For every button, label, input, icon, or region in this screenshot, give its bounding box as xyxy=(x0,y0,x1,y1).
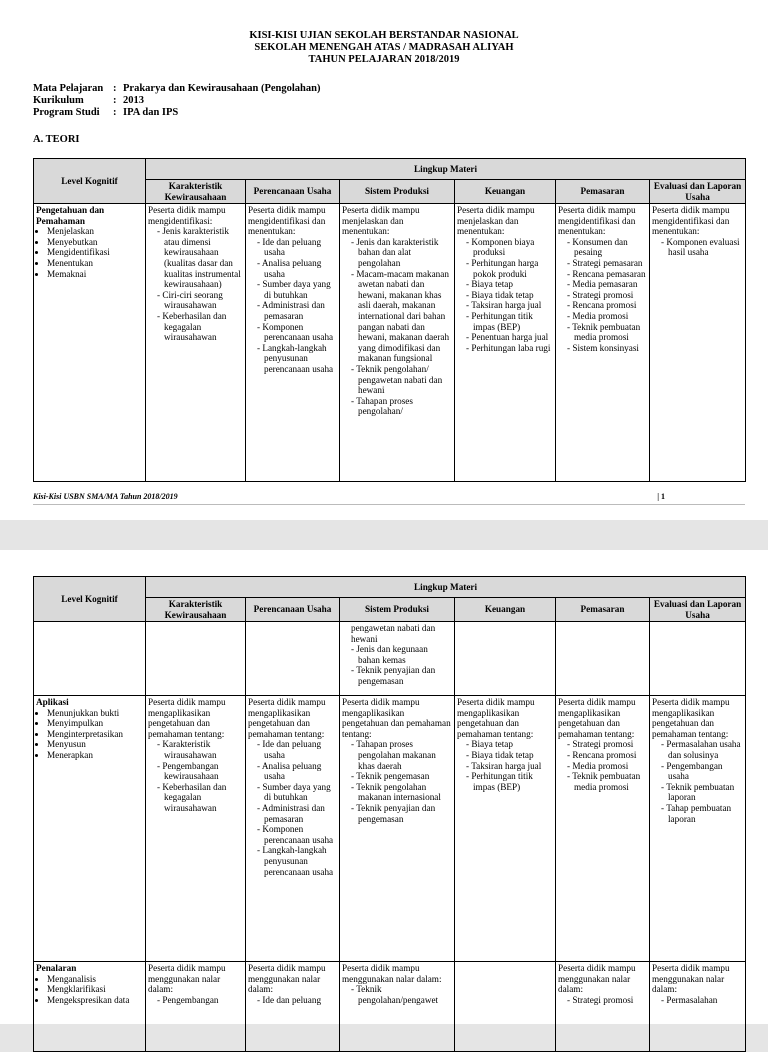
list-item: - Konsumen dan pesaing xyxy=(567,237,647,258)
cell-intro: Peserta didik mampu mengidentifikasi dan menentukan: xyxy=(558,205,636,237)
list-item: - Tahap pembuatan laporan xyxy=(661,803,743,824)
materi-cell xyxy=(455,696,556,962)
cell-intro: Peserta didik mampu menggunakan nalar dalam: xyxy=(248,963,326,995)
level-list xyxy=(36,226,143,279)
level-header: Level Kognitif xyxy=(34,159,146,204)
list-item: - Pengembangan xyxy=(157,995,243,1006)
materi-cell xyxy=(455,204,556,482)
cell-intro: Peserta didik mampu menggunakan nalar dalam: xyxy=(342,963,442,984)
list-item: • Mengklarifikasi xyxy=(47,984,143,995)
page-number: | 1 xyxy=(657,492,665,501)
column-header: Karakteristik Kewirausahaan xyxy=(146,180,246,204)
level-title: Penalaran xyxy=(36,963,77,973)
list-item: • Memaknai xyxy=(47,269,143,280)
list-item: • Menyebutkan xyxy=(47,237,143,248)
cell-list xyxy=(148,995,243,1006)
meta-info xyxy=(33,83,320,119)
group-header: Lingkup Materi xyxy=(146,577,746,598)
cell-list xyxy=(248,995,337,1006)
column-header: Keuangan xyxy=(455,598,556,622)
materi-cell xyxy=(246,962,340,1052)
materi-cell xyxy=(650,204,746,482)
list-item: • Menyusun xyxy=(47,739,143,750)
meta-row xyxy=(33,95,320,107)
cell-list xyxy=(342,984,452,1005)
list-item: - Karakteristik wirausahawan xyxy=(157,739,243,760)
cell-list xyxy=(457,237,553,354)
list-item: - Keberhasilan dan kegagalan wirausahawan xyxy=(157,311,243,343)
list-item: - Biaya tidak tetap xyxy=(466,290,553,301)
column-header: Evaluasi dan Laporan Usaha xyxy=(650,180,746,204)
list-item: - Komponen evaluasi hasil usaha xyxy=(661,237,743,258)
meta-row xyxy=(33,83,320,95)
list-item: - Teknik pembuatan laporan xyxy=(661,782,743,803)
list-item: - Komponen perencanaan usaha xyxy=(257,824,337,845)
list-item: - Teknik pembuatan media promosi xyxy=(567,771,647,792)
list-item: - Strategi promosi xyxy=(567,290,647,301)
list-item: - Perhitungan laba rugi xyxy=(466,343,553,354)
cell-intro: Peserta didik mampu mengaplikasikan pengetahuan dan pemahaman tentang: xyxy=(248,697,326,739)
group-header: Lingkup Materi xyxy=(146,159,746,180)
list-item: - Rencana promosi xyxy=(567,750,647,761)
cell-intro: Peserta didik mampu mengidentifikasi dan menentukan: xyxy=(248,205,326,237)
materi-cell xyxy=(556,696,650,962)
table-row xyxy=(34,622,746,696)
cell-list xyxy=(558,237,647,354)
cell-intro: Peserta didik mampu menjelaskan dan menentukan: xyxy=(342,205,420,237)
column-header: Perencanaan Usaha xyxy=(246,180,340,204)
list-item: - Perhitungan titik impas (BEP) xyxy=(466,771,553,792)
materi-cell xyxy=(340,962,455,1052)
materi-cell xyxy=(340,696,455,962)
list-item: - Komponen perencanaan usaha xyxy=(257,322,337,343)
cell-list xyxy=(148,739,243,813)
list-item: • Mengidentifikasi xyxy=(47,247,143,258)
column-header: Evaluasi dan Laporan Usaha xyxy=(650,598,746,622)
list-item: - Perhitungan titik impas (BEP) xyxy=(466,311,553,332)
list-item: - Sumber daya yang di butuhkan xyxy=(257,279,337,300)
level-header: Level Kognitif xyxy=(34,577,146,622)
cell-intro: Peserta didik mampu mengaplikasikan pengetahuan dan pemahaman tentang: xyxy=(457,697,535,739)
materi-cell xyxy=(650,696,746,962)
level-cell xyxy=(34,696,146,962)
list-item: - Strategi promosi xyxy=(567,739,647,750)
list-item: • Menginterpretasikan xyxy=(47,729,143,740)
cell-list xyxy=(652,237,743,258)
cell-intro: Peserta didik mampu mengaplikasikan pengetahuan dan pemahaman tentang: xyxy=(558,697,636,739)
continued-line xyxy=(342,623,452,644)
materi-cell xyxy=(455,622,556,696)
list-item: - Langkah-langkah penyusunan perencanaan usaha xyxy=(257,845,337,877)
page-footer xyxy=(33,492,745,505)
section-title: A. TEORI xyxy=(33,134,80,145)
table-row xyxy=(34,962,746,1052)
list-item: - Teknik pengolahan/ pengawetan nabati dan hewani xyxy=(351,364,452,396)
list-item: - Tahapan proses pengolahan makanan khas daerah xyxy=(351,739,452,771)
level-list xyxy=(36,974,143,1006)
list-item: • Menunjukkan bukti xyxy=(47,708,143,719)
column-header: Pemasaran xyxy=(556,180,650,204)
list-item: • Mengekspresikan data xyxy=(47,995,143,1006)
meta-value: 2013 xyxy=(123,95,144,106)
materi-cell xyxy=(650,622,746,696)
meta-colon: : xyxy=(113,83,117,94)
materi-cell xyxy=(146,622,246,696)
cell-intro: Peserta didik mampu mengaplikasikan pengetahuan dan pemahaman tentang: xyxy=(148,697,226,739)
list-item: - Jenis dan karakteristik bahan dan alat pengolahan xyxy=(351,237,452,269)
column-header: Keuangan xyxy=(455,180,556,204)
list-item: - Pengembangan usaha xyxy=(661,761,743,782)
list-item: • Menerapkan xyxy=(47,750,143,761)
list-item: - Biaya tidak tetap xyxy=(466,750,553,761)
list-item: - Ciri-ciri seorang wirausahawan xyxy=(157,290,243,311)
column-header: Karakteristik Kewirausahaan xyxy=(146,598,246,622)
list-item: - Administrasi dan pemasaran xyxy=(257,300,337,321)
list-item: - Teknik penyajian dan pengemasan xyxy=(351,803,452,824)
cell-intro: Peserta didik mampu mengaplikasikan pengetahuan dan pemahaman tentang: xyxy=(652,697,730,739)
cell-intro: Peserta didik mampu mengaplikasikan pengetahuan dan pemahaman tentang: xyxy=(342,697,451,739)
list-item: - Jenis dan kegunaan bahan kemas xyxy=(351,644,452,665)
list-item: - Sumber daya yang di butuhkan xyxy=(257,782,337,803)
list-item: - Strategi promosi xyxy=(567,995,647,1006)
meta-key: Program Studi xyxy=(33,107,100,118)
meta-row xyxy=(33,107,320,119)
list-item: - Analisa peluang usaha xyxy=(257,258,337,279)
column-header: Sistem Produksi xyxy=(340,180,455,204)
cell-intro: Peserta didik mampu mengidentifikasi dan menentukan: xyxy=(652,205,730,237)
table-row xyxy=(34,696,746,962)
level-list xyxy=(36,708,143,761)
cell-list xyxy=(457,739,553,792)
list-item: - Rencana pemasaran xyxy=(567,269,647,280)
column-header: Pemasaran xyxy=(556,598,650,622)
list-item: - Teknik pengolahan makanan internasional xyxy=(351,782,452,803)
level-cell xyxy=(34,962,146,1052)
list-item: - Keberhasilan dan kegagalan wirausahawan xyxy=(157,782,243,814)
document-page-1 xyxy=(0,0,768,520)
list-item: - Media promosi xyxy=(567,761,647,772)
level-cell xyxy=(34,204,146,482)
cell-list xyxy=(652,995,743,1006)
cell-intro: Peserta didik mampu menggunakan nalar dalam: xyxy=(558,963,636,995)
header-line-3: TAHUN PELAJARAN 2018/2019 xyxy=(308,54,460,65)
materi-cell xyxy=(556,622,650,696)
list-item: - Pengembangan kewirausahaan xyxy=(157,761,243,782)
materi-cell xyxy=(340,204,455,482)
cell-list xyxy=(558,739,647,792)
materi-cell xyxy=(146,204,246,482)
cell-intro: Peserta didik mampu menggunakan nalar dalam: xyxy=(148,963,226,995)
materi-cell xyxy=(556,962,650,1052)
kisi-table-page-1 xyxy=(33,158,746,482)
list-item: - Langkah-langkah penyusunan perencanaan usaha xyxy=(257,343,337,375)
header-line-1: KISI-KISI UJIAN SEKOLAH BERSTANDAR NASIONAL xyxy=(249,30,519,41)
list-item: - Analisa peluang usaha xyxy=(257,761,337,782)
cell-list xyxy=(342,237,452,417)
cell-list xyxy=(148,226,243,343)
list-item: - Media promosi xyxy=(567,311,647,322)
list-item: - Ide dan peluang usaha xyxy=(257,237,337,258)
list-item: - Media pemasaran xyxy=(567,279,647,290)
cell-list xyxy=(342,739,452,824)
cell-intro: Peserta didik mampu mengidentifikasi: xyxy=(148,205,226,226)
list-item: • Menyimpulkan xyxy=(47,718,143,729)
list-item: - Macam-macam makanan awetan nabati dan hewani, makanan khas asli daerah, makanan international dari bahan pangan nabati dan hewani, makanan daerah yang dimodifikasi dan makanan fungsional xyxy=(351,269,452,364)
list-item: • Menentukan xyxy=(47,258,143,269)
materi-cell xyxy=(650,962,746,1052)
list-item: - Ide dan peluang xyxy=(257,995,337,1006)
cell-list xyxy=(652,739,743,824)
materi-cell xyxy=(146,962,246,1052)
list-item: - Biaya tetap xyxy=(466,739,553,750)
materi-cell xyxy=(455,962,556,1052)
cell-list xyxy=(248,739,337,877)
list-item: • Menganalisis xyxy=(47,974,143,985)
list-item: - Permasalahan usaha dan solusinya xyxy=(661,739,743,760)
table-row xyxy=(34,204,746,482)
materi-cell xyxy=(246,622,340,696)
document-page-2 xyxy=(0,550,768,1024)
column-header: Perencanaan Usaha xyxy=(246,598,340,622)
document-header xyxy=(0,30,768,66)
cell-intro: Peserta didik mampu menggunakan nalar dalam: xyxy=(652,963,730,995)
list-item: - Perhitungan harga pokok produki xyxy=(466,258,553,279)
level-cell xyxy=(34,622,146,696)
list-item: - Teknik penyajian dan pengemasan xyxy=(351,665,452,686)
text-line: pengawetan nabati dan hewani xyxy=(351,623,436,644)
cell-list xyxy=(248,237,337,375)
materi-cell xyxy=(146,696,246,962)
list-item: - Permasalahan xyxy=(661,995,743,1006)
list-item: - Penentuan harga jual xyxy=(466,332,553,343)
list-item: - Teknik pengolahan/pengawet xyxy=(351,984,452,1005)
meta-key: Mata Pelajaran xyxy=(33,83,104,94)
meta-value: IPA dan IPS xyxy=(123,107,179,118)
list-item: - Administrasi dan pemasaran xyxy=(257,803,337,824)
materi-cell xyxy=(246,696,340,962)
list-item: - Taksiran harga jual xyxy=(466,300,553,311)
list-item: - Sistem konsinyasi xyxy=(567,343,647,354)
list-item: - Biaya tetap xyxy=(466,279,553,290)
header-line-2: SEKOLAH MENENGAH ATAS / MADRASAH ALIYAH xyxy=(254,42,514,53)
list-item: - Ide dan peluang usaha xyxy=(257,739,337,760)
list-item: - Teknik pembuatan media promosi xyxy=(567,322,647,343)
list-item: - Komponen biaya produksi xyxy=(466,237,553,258)
meta-colon: : xyxy=(113,107,117,118)
list-item: - Teknik pengemasan xyxy=(351,771,452,782)
list-item: - Taksiran harga jual xyxy=(466,761,553,772)
column-header: Sistem Produksi xyxy=(340,598,455,622)
materi-cell xyxy=(556,204,650,482)
cell-list xyxy=(342,644,452,686)
list-item: - Rencana promosi xyxy=(567,300,647,311)
list-item: - Jenis karakteristik atau dimensi kewirausahaan (kualitas dasar dan kualitas instrumental kewirausahaan) xyxy=(157,226,243,290)
materi-cell xyxy=(340,622,455,696)
level-title: Pengetahuan dan Pemahaman xyxy=(36,205,105,226)
cell-intro: Peserta didik mampu menjelaskan dan menentukan: xyxy=(457,205,535,237)
list-item: • Menjelaskan xyxy=(47,226,143,237)
cell-list xyxy=(558,995,647,1006)
footer-text: Kisi-Kisi USBN SMA/MA Tahun 2018/2019 xyxy=(33,492,178,501)
meta-key: Kurikulum xyxy=(33,95,84,106)
kisi-table-page-2 xyxy=(33,576,746,1052)
meta-value: Prakarya dan Kewirausahaan (Pengolahan) xyxy=(123,83,321,94)
list-item: - Strategi pemasaran xyxy=(567,258,647,269)
level-title: Aplikasi xyxy=(36,697,69,707)
materi-cell xyxy=(246,204,340,482)
meta-colon: : xyxy=(113,95,117,106)
list-item: - Tahapan proses pengolahan/ xyxy=(351,396,452,417)
